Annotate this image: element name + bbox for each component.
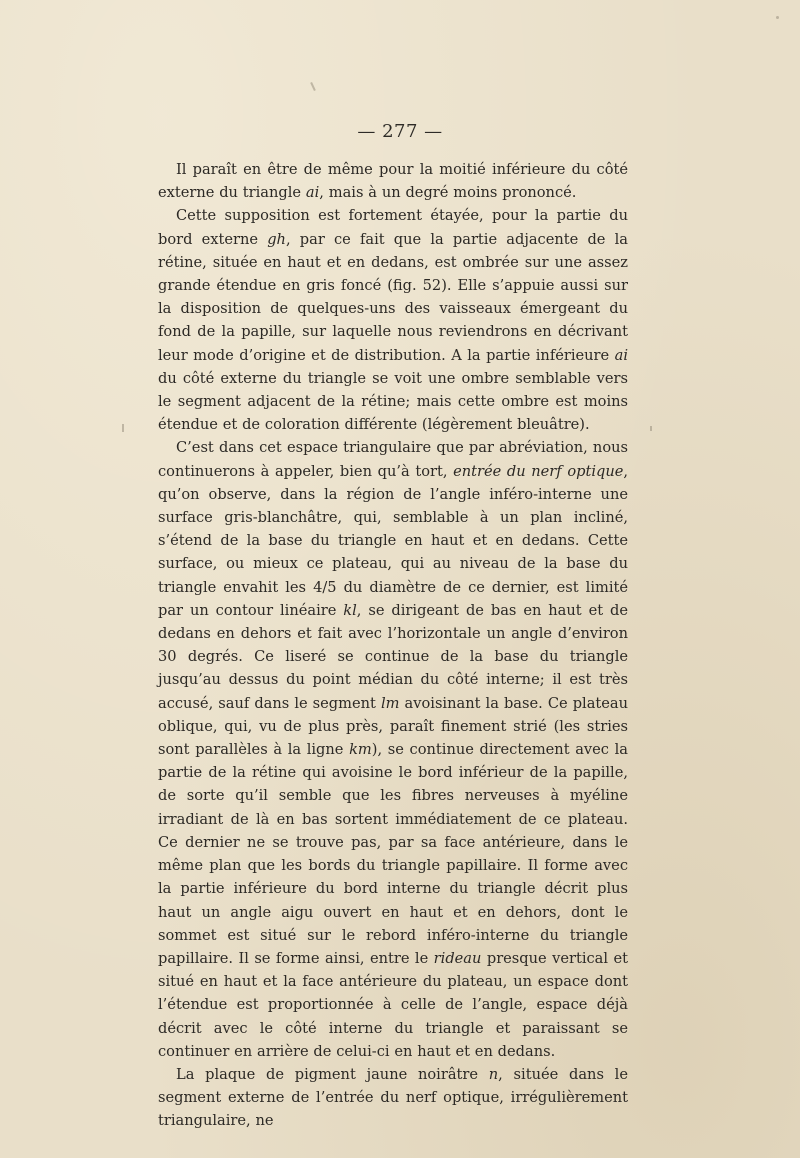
- text-run: , par ce fait que la partie adjacente de la rétine, située en haut et en dedans, est ombrée sur une assez grande étendue en gris foncé (fig. 52). Elle s’appuie aussi sur la disposition de quelques-uns des vaisseaux émergeant du fond de la papille, sur laquelle nous reviendrons en décrivant leur mode d’origine et de distribution. A la partie inférieure: [158, 230, 628, 364]
- paper-speck: [650, 426, 652, 431]
- text-run: , mais à un degré moins prononcé.: [319, 184, 577, 202]
- italic-term: entrée du nerf optique: [453, 462, 624, 480]
- italic-term: gh: [267, 230, 286, 248]
- italic-term: ai: [614, 346, 628, 364]
- text-run: ), se continue directement avec la partie de la rétine qui avoisine le bord inférieur de la papille, de sorte qu’il semble que les fibres nerveuses à myéline irradiant de là en bas sortent immédiatement de ce plateau. Ce dernier ne se trouve pas, par sa face antérieure, dans le même plan que les bords du triangle papillaire. Il forme avec la partie inférieure du bord interne du triangle décrit plus haut un angle aigu ouvert en haut et en dehors, dont le sommet est situé sur le rebord inféro-interne du triangle papillaire. Il se forme ainsi, entre le: [158, 741, 629, 967]
- text-run: avoisinant la base. Ce plateau oblique, qui, vu de plus près, paraît finement strié (les stries sont parallèles à la ligne: [158, 694, 629, 759]
- paper-speck: [122, 424, 124, 432]
- italic-term: kl: [343, 601, 357, 619]
- italic-term: n: [488, 1065, 499, 1083]
- text-run: La plaque de pigment jaune noirâtre: [176, 1065, 489, 1083]
- italic-term: rideau: [433, 949, 482, 967]
- paper-speck: [776, 16, 779, 19]
- italic-term: ai: [305, 184, 320, 202]
- italic-term: lm: [380, 694, 400, 712]
- page-number: — 277 —: [357, 121, 443, 142]
- text-run: , se dirigeant de bas en haut et de dedans en dehors et fait avec l’horizontale un angle d’environ 30 degrés. Ce liseré se continue de la base du triangle jusqu’au dessus du point médian du côté interne; il est très accusé, sauf dans le segment: [158, 601, 628, 712]
- paper-speck: [310, 82, 316, 91]
- paragraph: [158, 436, 628, 1062]
- italic-term: km: [349, 741, 372, 759]
- text-run: presque vertical et situé en haut et la face antérieure du plateau, un espace dont l’étendue est proportionnée à celle de l’angle, espace déjà décrit avec le côté interne du triangle et paraissant se continuer en arrière de celui-ci en haut et en dedans.: [158, 949, 628, 1060]
- body-text: [158, 158, 628, 1133]
- paragraph: [158, 158, 628, 204]
- text-run: Il paraît en être de même pour la moitié inférieure du côté externe du triangle: [158, 161, 628, 202]
- text-run: du côté externe du triangle se voit une ombre semblable vers le segment adjacent de la rétine; mais cette ombre est moins étendue et de coloration différente (légèrement bleuâtre).: [158, 369, 628, 434]
- paragraph: [158, 204, 628, 436]
- text-run: , qu’on observe, dans la région de l’angle inféro-interne une surface gris-blanchâtre, qui, semblable à un plan incliné, s’étend de la base du triangle en haut et en dedans. Cette surface, ou mieux ce plateau, qui au niveau de la base du triangle envahit les 4/5 du diamètre de ce dernier, est limité par un contour linéaire: [158, 462, 629, 619]
- text-run: , située dans le segment externe de l’entrée du nerf optique, irrégulièrement triangulaire, ne: [158, 1065, 628, 1130]
- paragraph: [158, 1063, 628, 1133]
- text-run: Cette supposition est fortement étayée, pour la partie du bord externe: [158, 207, 628, 248]
- text-run: C’est dans cet espace triangulaire que par abréviation, nous continuerons à appeler, bien qu’à tort,: [158, 439, 628, 480]
